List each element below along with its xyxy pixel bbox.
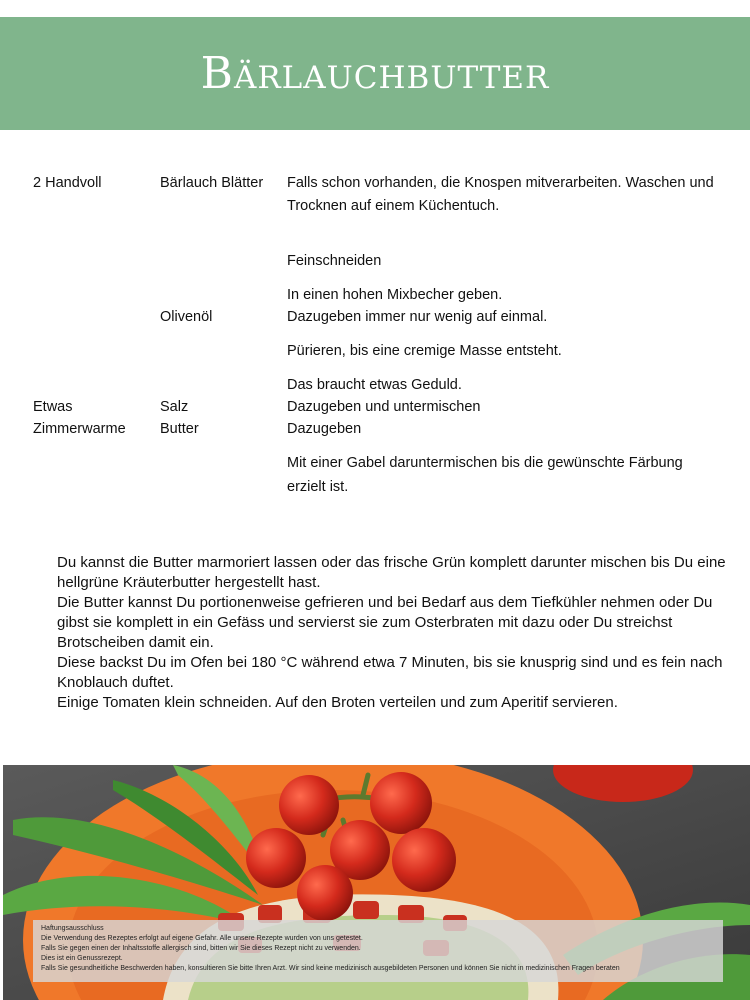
step-text: erzielt ist. xyxy=(287,479,349,495)
disclaimer-title: Haftungsausschluss xyxy=(41,925,104,932)
step-text: Falls schon vorhanden, die Knospen mitverarbeiten. Waschen und xyxy=(287,175,714,191)
ingredient-name: Olivenöl xyxy=(160,309,213,325)
disclaimer-line: Die Verwendung des Rezeptes erfolgt auf eigene Gefahr. Alle unsere Rezepte wurden von uns getestet. xyxy=(41,935,363,942)
description xyxy=(57,553,727,713)
description-paragraph: Die Butter kannst Du portionenweise gefrieren und bei Bedarf aus dem Tiefkühler nehmen oder Du gibst sie komplett in ein Gefäss und servierst sie zum Osterbraten mit dazu oder Du streichst Brotscheiben damit ein. xyxy=(57,594,713,651)
step-text: Trocknen auf einem Küchentuch. xyxy=(287,198,500,214)
step-text: Das braucht etwas Geduld. xyxy=(287,377,462,393)
ingredient-amount: Zimmerwarme xyxy=(33,421,126,437)
ingredient-amount: Etwas xyxy=(33,399,73,415)
ingredient-amount: 2 Handvoll xyxy=(33,175,102,191)
ingredient-name: Salz xyxy=(160,399,189,415)
page-title: Bärlauchbutter xyxy=(200,48,550,99)
description-paragraph: Diese backst Du im Ofen bei 180 °C während etwa 7 Minuten, bis sie knusprig sind und es fein nach Knoblauch duftet. xyxy=(57,654,723,691)
disclaimer-line: Dies ist ein Genussrezept. xyxy=(41,955,123,962)
disclaimer-line: Falls Sie gegen einen der Inhaltsstoffe allergisch sind, bitten wir Sie dieses Rezept nicht zu verwenden. xyxy=(41,945,361,952)
disclaimer-box xyxy=(33,920,723,982)
step-text: Dazugeben xyxy=(287,421,362,437)
step-text: Pürieren, bis eine cremige Masse entsteht. xyxy=(287,343,562,359)
disclaimer-line: Falls Sie gesundheitliche Beschwerden haben, konsultieren Sie bitte Ihren Arzt. Wir sind keine medizinisch ausgebildeten Personen und können Sie nicht in medizinischen Fragen beraten xyxy=(41,965,620,972)
step-text: Dazugeben und untermischen xyxy=(287,399,481,415)
ingredient-name: Bärlauch Blätter xyxy=(160,175,264,191)
step-text: Feinschneiden xyxy=(287,253,382,269)
step-text: In einen hohen Mixbecher geben. xyxy=(287,287,503,303)
description-paragraph: Du kannst die Butter marmoriert lassen oder das frische Grün komplett darunter mischen bis Du eine hellgrüne Kräuterbutter hergestellt hast. xyxy=(57,554,726,591)
step-text: Dazugeben immer nur wenig auf einmal. xyxy=(287,309,548,325)
ingredient-name: Butter xyxy=(160,421,199,437)
title-banner xyxy=(0,17,750,130)
description-paragraph: Einige Tomaten klein schneiden. Auf den Broten verteilen und zum Aperitif servieren. xyxy=(57,694,618,711)
step-text: Mit einer Gabel daruntermischen bis die gewünschte Färbung xyxy=(287,455,683,471)
